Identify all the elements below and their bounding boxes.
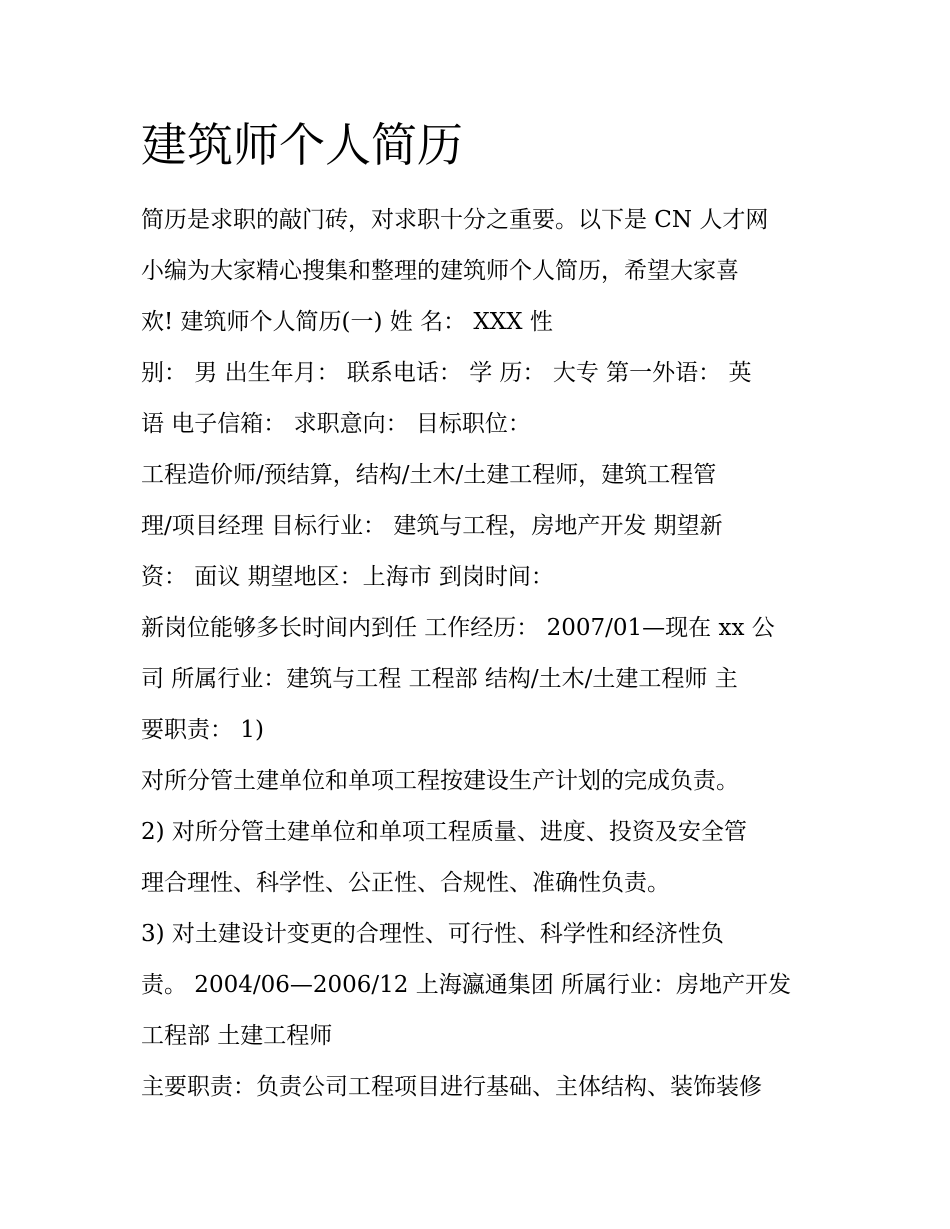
body-line: 理合理性、科学性、公正性、合规性、准确性负责。 — [141, 870, 670, 896]
document-title: 建筑师个人简历 — [141, 118, 463, 172]
body-line: 欢! 建筑师个人简历(一) 姓 名： XXX 性 — [141, 309, 553, 335]
body-line: 3) 对土建设计变更的合理性、可行性、科学性和经济性负 — [141, 921, 724, 947]
body-line: 对所分管土建单位和单项工程按建设生产计划的完成负责。 — [141, 768, 739, 794]
body-line: 工程部 土建工程师 — [141, 1023, 333, 1049]
body-line: 语 电子信箱： 求职意向： 目标职位： — [141, 411, 531, 437]
body-line: 要职责： 1) — [141, 717, 264, 743]
body-line: 简历是求职的敲门砖，对求职十分之重要。以下是 CN 人才网 — [141, 207, 769, 233]
body-line: 责。 2004/06—2006/12 上海瀛通集团 所属行业：房地产开发 — [141, 972, 792, 998]
body-line: 工程造价师/预结算，结构/土木/土建工程师，建筑工程管 — [141, 462, 717, 488]
body-line: 别： 男 出生年月： 联系电话： 学 历： 大专 第一外语： 英 — [141, 360, 752, 386]
body-line: 2) 对所分管土建单位和单项工程质量、进度、投资及安全管 — [141, 819, 747, 845]
body-line: 资： 面议 期望地区：上海市 到岗时间： — [141, 564, 554, 590]
body-line: 理/项目经理 目标行业： 建筑与工程，房地产开发 期望新 — [141, 513, 723, 539]
body-line: 新岗位能够多长时间内到任 工作经历： 2007/01—现在 xx 公 — [141, 615, 775, 641]
body-line: 主要职责：负责公司工程项目进行基础、主体结构、装饰装修 — [141, 1074, 762, 1100]
body-line: 司 所属行业：建筑与工程 工程部 结构/土木/土建工程师 主 — [141, 666, 738, 692]
body-line: 小编为大家精心搜集和整理的建筑师个人简历，希望大家喜 — [141, 258, 739, 284]
